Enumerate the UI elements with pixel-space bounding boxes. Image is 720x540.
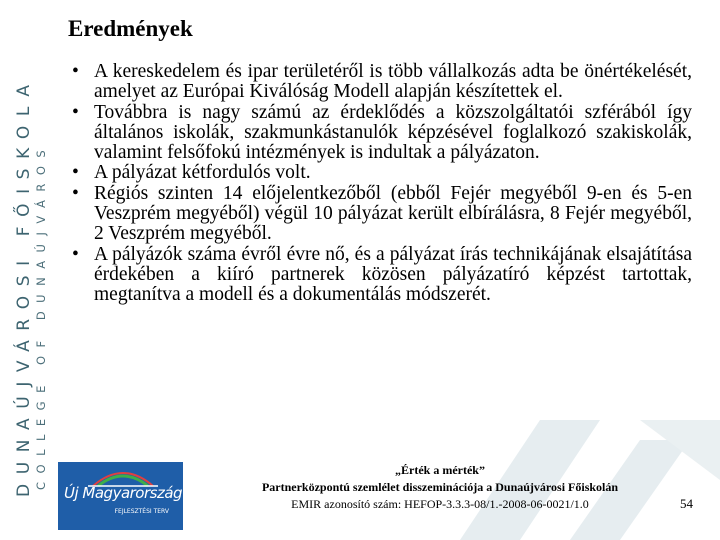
logo-subtext: FEJLESZTÉSI TERV	[114, 508, 169, 515]
college-sidebar	[0, 0, 60, 540]
footer	[200, 462, 680, 513]
footer-project: Partnerközpontú szemlélet disszeminációja a Dunaújvárosi Főiskolán	[261, 480, 619, 494]
bullet-item: • Továbbra is nagy számú az érdeklődés a közszolgáltatói szférából így általános iskolák, szakmunkástanulók képzésével foglalkozó szakiskolák, valamint felsőfokú intézmények is indultak a pályázaton.	[72, 103, 692, 164]
uj-magyarorszag-logo	[58, 462, 183, 530]
page-number: 54	[680, 496, 693, 511]
college-name-hu: DUNAÚJVÁROSI FŐISKOLA	[14, 75, 34, 497]
bullet-item: • A kereskedelem és ipar területéről is több vállalkozás adta be önértékelését, amelyet az Európai Kiválóság Modell alapján készítettek el.	[72, 62, 692, 103]
footer-id: EMIR azonosító szám: HEFOP-3.3.3-08/1.-2008-06-0021/1.0	[291, 497, 589, 511]
bullet-item: • A pályázat kétfordulós volt.	[72, 163, 692, 183]
college-name-en: COLLEGE OF DUNAÚJVÁROS	[34, 141, 48, 490]
bullet-item: • Régiós szinten 14 előjelentkezőből (ebből Fejér megyéből 9-en és 5-en Veszprém megyéből) végül 10 pályázat került elbírálásra, 8 Fejér megyéből, 2 Veszprém megyéből.	[72, 184, 692, 245]
bullet-list	[72, 62, 692, 306]
bullet-item: • A pályázók száma évről évre nő, és a pályázat írás technikájának elsajátítása érdekében a kiíró partnerek közösen pályázatíró képzést tartottak, megtanítva a modell és a dokumentálás módszerét.	[72, 245, 692, 306]
footer-motto: „Érték a mérték”	[395, 463, 485, 477]
logo-text: Új Magyarország	[64, 484, 183, 502]
slide-title: Eredmények	[68, 16, 193, 41]
